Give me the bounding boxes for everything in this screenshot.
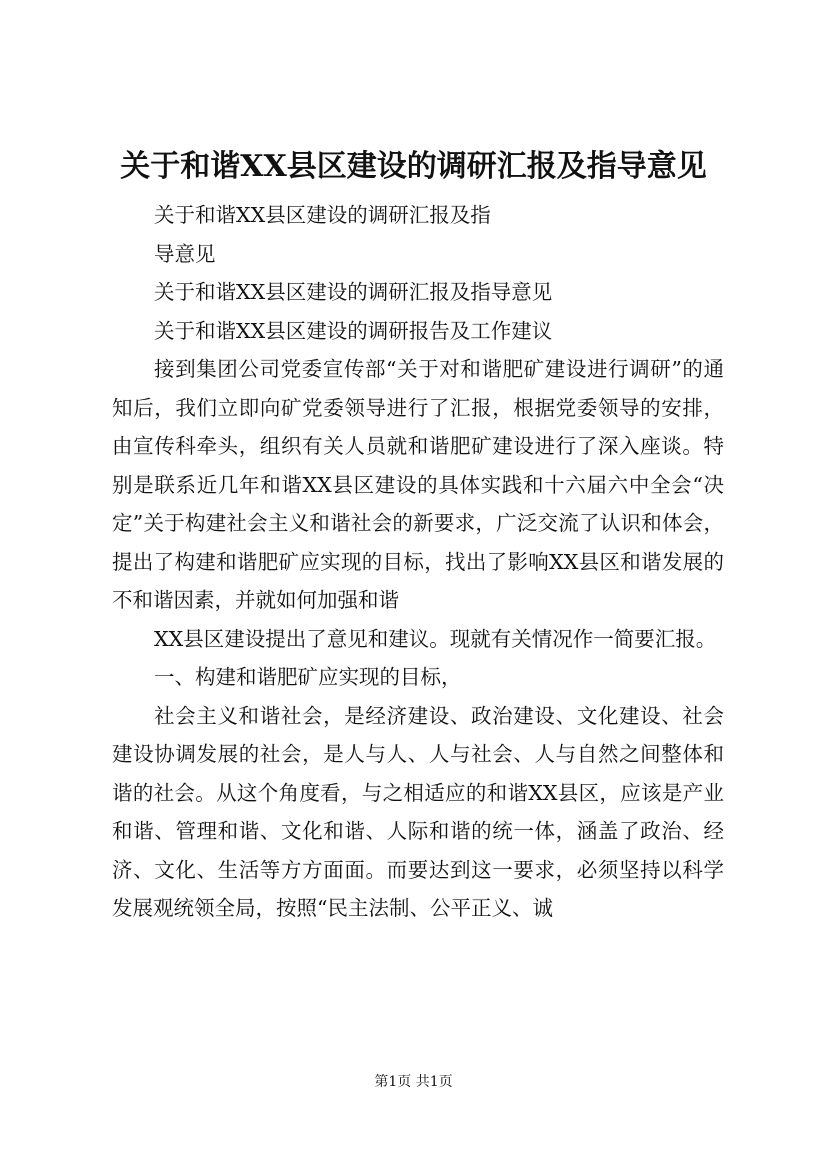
paragraph-subtitle-line-1: 关于和谐XX县区建设的调研汇报及指 [154,203,491,227]
paragraph-intro-continued: XX县区建设提出了意见和建议。现就有关情况作一简要汇报。 [154,626,717,651]
section-heading-1: 一、构建和谐肥矿应实现的目标， [154,665,462,689]
paragraph-intro: 接到集团公司党委宣传部“关于对和谐肥矿建设进行调研”的通知后，我们立即向矿党委领导进行了汇报，根据党委领导的安排，由宣传科牵头，组织有关人员就和谐肥矿建设进行了深入座谈。特别是联系近几年和谐XX县区建设的具体实践和十六届六中全会“决定”关于构建社会主义和谐社会的新要求，广泛交流了认识和体会，提出了构建和谐肥矿应实现的目标，找出了影响XX县区和谐发展的不和谐因素，并就如何加强和谐 [112,357,724,612]
document-body [112,196,724,928]
document-title: 关于和谐XX县区建设的调研汇报及指导意见 [120,149,707,184]
paragraph-report-title: 关于和谐XX县区建设的调研报告及工作建议 [154,318,553,343]
page-footer: 第1页 共1页 [374,1074,453,1090]
paragraph-subtitle-line-2: 导意见 [154,241,216,266]
paragraph-section-1: 社会主义和谐社会，是经济建设、政治建设、文化建设、社会建设协调发展的社会，是人与人、人与社会、人与自然之间整体和谐的社会。从这个角度看，与之相适应的和谐XX县区，应该是产业和谐、管理和谐、文化和谐、人际和谐的统一体，涵盖了政治、经济、文化、生活等方方面面。而要达到这一要求，必须坚持以科学发展观统领全局，按照“民主法制、公平正义、诚 [112,703,724,920]
paragraph-heading-repeat: 关于和谐XX县区建设的调研汇报及指导意见 [154,280,553,304]
